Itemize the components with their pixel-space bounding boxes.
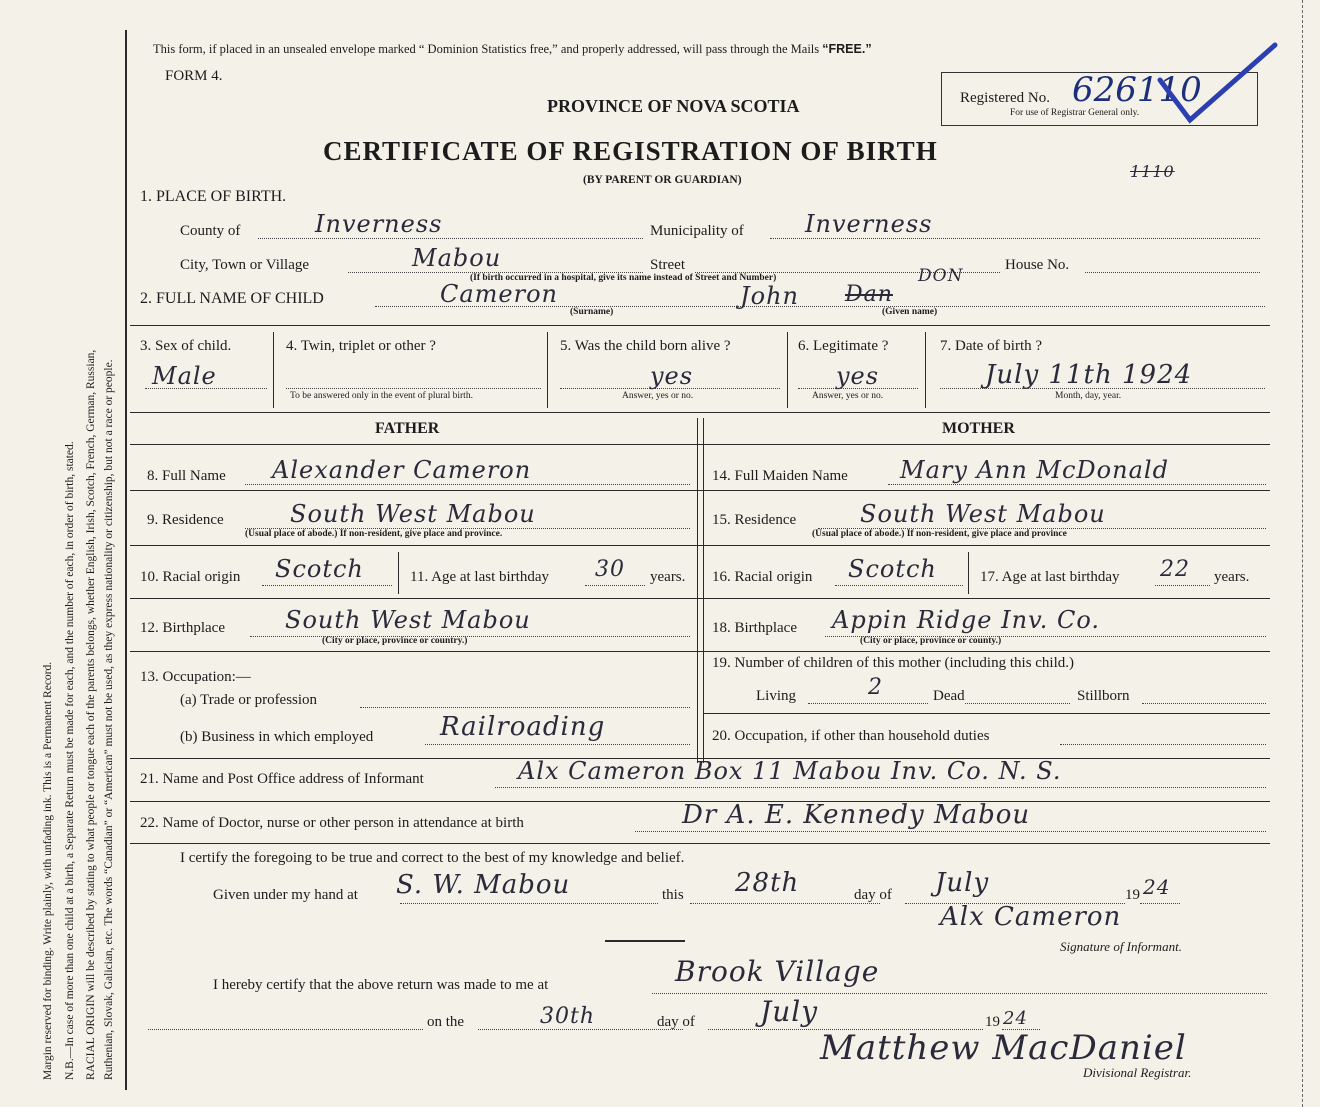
given-caption: (Given name): [882, 307, 938, 317]
mother-occupation-label: 20. Occupation, if other than household duties: [712, 728, 990, 744]
father-race-value: Scotch: [275, 555, 364, 583]
margin-note-binding: Margin reserved for binding. Write plainly, with unfading ink. This is a Permanent Record.: [42, 661, 54, 1080]
given-label: Given under my hand at: [213, 887, 358, 903]
form-number: FORM 4.: [165, 68, 223, 84]
registered-label: Registered No.: [960, 90, 1050, 106]
informant-signature: Alx Cameron: [940, 902, 1122, 932]
dob-value: July 11th 1924: [985, 360, 1193, 390]
mother-residence-value: South West Mabou: [860, 500, 1106, 528]
certify-day: 28th: [735, 868, 800, 898]
certify-dayof-label: day of: [854, 887, 892, 903]
margin-note-multiple-births: N.B.—In case of more than one child at a birth, a Separate Return must be made for each, and the number of each, in order of birth, stated.: [64, 441, 76, 1080]
hospital-note: (If birth occurred in a hospital, give its name instead of Street and Number): [470, 273, 777, 283]
mother-residence-note: (Usual place of abode.) If non-resident, give place and province: [812, 529, 1067, 539]
father-heading: FATHER: [375, 420, 440, 437]
surname-caption: (Surname): [570, 307, 614, 317]
father-birthplace-value: South West Mabou: [285, 606, 531, 634]
mother-birthplace-note: (City or place, province or county.): [860, 636, 1002, 646]
mother-name-label: 14. Full Maiden Name: [712, 468, 848, 484]
trade-label: (a) Trade or profession: [180, 692, 318, 708]
stillborn-label: Stillborn: [1077, 688, 1130, 704]
right-edge-rule: [1302, 0, 1304, 1107]
street-label: Street: [650, 257, 685, 273]
mother-birthplace-label: 18. Birthplace: [712, 620, 797, 636]
father-birthplace-note: (City or place, province or country.): [322, 636, 468, 646]
legitimate-value: yes: [836, 362, 880, 390]
mother-birthplace-value: Appin Ridge Inv. Co.: [832, 606, 1101, 634]
place-heading: 1. PLACE OF BIRTH.: [140, 188, 287, 205]
margin-note-racial-origin: RACIAL ORIGIN will be described by stating to what people or tongue each of the parents belongs, whether English, Irish, Scotch, French, German, Russian,: [85, 349, 97, 1080]
living-label: Living: [756, 688, 796, 704]
municipality-value: Inverness: [805, 210, 933, 238]
mail-notice-free: “FREE.”: [822, 42, 872, 56]
father-age-years: years.: [650, 569, 686, 585]
registrar-month: July: [760, 995, 819, 1028]
twin-label: 4. Twin, triplet or other ?: [286, 338, 436, 354]
child-name-label: 2. FULL NAME OF CHILD: [140, 290, 324, 307]
alive-value: yes: [650, 362, 694, 390]
child-given-correction: DON: [918, 266, 964, 286]
informant-label: 21. Name and Post Office address of Informant: [140, 771, 424, 787]
mother-race-label: 16. Racial origin: [712, 569, 813, 585]
document-title: CERTIFICATE OF REGISTRATION OF BIRTH: [323, 136, 938, 166]
sex-value: Male: [152, 362, 217, 390]
father-residence-value: South West Mabou: [290, 500, 536, 528]
mother-age-value: 22: [1160, 557, 1190, 582]
father-occupation-label: 13. Occupation:—: [140, 669, 251, 685]
this-label: this: [662, 887, 684, 903]
father-residence-note: (Usual place of abode.) If non-resident, give place and province.: [245, 529, 503, 539]
doctor-value: Dr A. E. Kennedy Mabou: [682, 800, 1031, 830]
registrar-general-note: For use of Registrar General only.: [1010, 108, 1140, 118]
legitimate-label: 6. Legitimate ?: [798, 338, 889, 354]
informant-value: Alx Cameron Box 11 Mabou Inv. Co. N. S.: [518, 757, 1062, 785]
check-mark: [1150, 40, 1280, 130]
father-age-value: 30: [595, 557, 625, 582]
signature-caption: Signature of Informant.: [1060, 939, 1182, 954]
registrar-statement: I hereby certify that the above return was made to me at: [213, 977, 549, 993]
city-value: Mabou: [412, 244, 502, 272]
alive-note: Answer, yes or no.: [622, 391, 694, 401]
registrar-year: 24: [1003, 1008, 1028, 1029]
document-subtitle: (BY PARENT OR GUARDIAN): [583, 174, 742, 186]
registrar-day: 30th: [540, 1004, 596, 1029]
province-heading: PROVINCE OF NOVA SCOTIA: [547, 96, 800, 116]
legitimate-note: Answer, yes or no.: [812, 391, 884, 401]
mother-age-label: 17. Age at last birthday: [980, 569, 1120, 585]
dead-label: Dead: [933, 688, 965, 704]
mother-residence-label: 15. Residence: [712, 512, 797, 528]
given-place: S. W. Mabou: [396, 870, 571, 900]
dob-label: 7. Date of birth ?: [940, 338, 1043, 354]
living-value: 2: [868, 675, 883, 700]
child-surname: Cameron: [440, 280, 559, 308]
registrar-signature: Matthew MacDaniel: [820, 1028, 1187, 1068]
alive-label: 5. Was the child born alive ?: [560, 338, 731, 354]
twin-note: To be answered only in the event of plural birth.: [290, 391, 473, 401]
registrar-on-label: on the: [427, 1014, 465, 1030]
registrar-place: Brook Village: [675, 955, 880, 988]
mother-age-years: years.: [1214, 569, 1250, 585]
certify-year: 24: [1143, 875, 1171, 899]
county-value: Inverness: [315, 210, 443, 238]
registrar-year-prefix: 19: [985, 1014, 1000, 1030]
registrar-caption: Divisional Registrar.: [1083, 1065, 1192, 1080]
margin-note-nationality: Ruthenian, Slovak, Galician, etc. The words “Canadian” or “American” must not be used, as they express nationality or citizenship, but not a race or people.: [103, 359, 115, 1080]
doctor-label: 22. Name of Doctor, nurse or other person in attendance at birth: [140, 815, 524, 831]
certify-month: July: [935, 868, 990, 898]
father-age-label: 11. Age at last birthday: [410, 569, 549, 585]
business-value: Railroading: [440, 712, 606, 742]
house-number-label: House No.: [1005, 257, 1070, 273]
dob-note: Month, day, year.: [1055, 391, 1122, 401]
father-name-value: Alexander Cameron: [272, 456, 532, 484]
registrar-dayof-label: day of: [657, 1014, 695, 1030]
mother-heading: MOTHER: [942, 420, 1015, 437]
child-given-name: John: [740, 282, 799, 310]
registered-number: 626110: [1072, 70, 1202, 110]
father-residence-label: 9. Residence: [147, 512, 224, 528]
certify-year-prefix: 19: [1125, 887, 1140, 903]
mail-notice: This form, if placed in an unsealed envelope marked “ Dominion Statistics free,” and properly addressed, will pass through the Mails “FREE.”: [153, 42, 872, 56]
mother-name-value: Mary Ann McDonald: [900, 456, 1169, 484]
side-number: 1110: [1130, 162, 1175, 181]
children-label: 19. Number of children of this mother (including this child.): [712, 655, 1075, 671]
municipality-label: Municipality of: [650, 223, 744, 239]
father-name-label: 8. Full Name: [147, 468, 226, 484]
business-label: (b) Business in which employed: [180, 729, 374, 745]
county-label: County of: [180, 223, 241, 239]
child-given-struck: Dan: [845, 282, 893, 307]
father-birthplace-label: 12. Birthplace: [140, 620, 225, 636]
margin-rule: [125, 30, 127, 1090]
mother-race-value: Scotch: [848, 555, 937, 583]
sex-label: 3. Sex of child.: [140, 338, 232, 354]
city-label: City, Town or Village: [180, 257, 310, 273]
father-race-label: 10. Racial origin: [140, 569, 241, 585]
certify-statement: I certify the foregoing to be true and correct to the best of my knowledge and belief.: [180, 850, 685, 866]
